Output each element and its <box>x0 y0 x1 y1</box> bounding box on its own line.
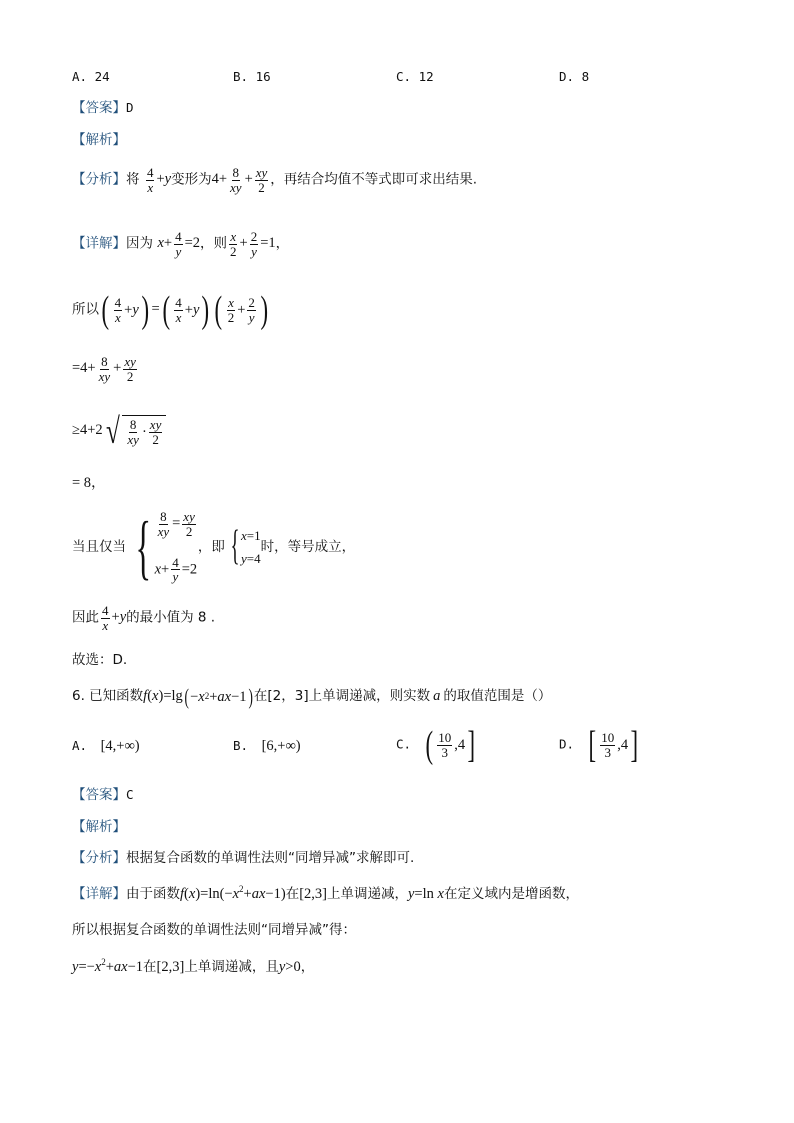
formula-product: ( $\frac{4}{x}$ + y ) = ( $\frac{4}{x}$ + y ) ( $\frac{x}{2}$ + $\frac{2}{y}$ ) <box>101 289 269 331</box>
formula-system: { $\frac{8}{xy}$ = $\frac{xy}{2}$ x+ $\frac{4}{y}$ =2 <box>135 506 198 587</box>
fenxi-line <box>72 166 477 194</box>
q6-fenxi-text: 根据复合函数的单调性法则“同增异减”求解即可. <box>126 850 415 866</box>
q6-option-a <box>72 738 140 755</box>
q6-option-a-value: [4,+∞) <box>100 738 140 754</box>
q6-fenxi-tag: 【分析】 <box>72 850 126 866</box>
formula-normalized: $\frac{x}{2}$ + $\frac{2}{y}$ =1 <box>230 229 276 259</box>
q6-line3: $y=-x^2+ax-1$在[2,3]上单调递减，且y>0， <box>72 957 315 975</box>
guxuan-line <box>72 653 127 668</box>
formula-y-positive: y>0 <box>278 958 301 975</box>
formula-condition: x+ $\frac{4}{y}$ =2 <box>157 229 201 259</box>
step-expand <box>72 355 139 383</box>
step-equals-8 <box>72 476 106 491</box>
option-b: B. 16 <box>233 69 271 84</box>
q6-option-c-label: C. <box>396 736 412 752</box>
xiangjie-tag: 【详解】 <box>72 235 126 252</box>
zuixiao-text: 的最小值为 8 . <box>126 609 216 626</box>
fenxi-post: ，再结合均值不等式即可求出结果. <box>270 171 478 188</box>
dangqie-label: 当且仅当 <box>72 539 126 555</box>
answer-value: D <box>126 100 134 115</box>
yinci-label: 因此 <box>72 609 99 626</box>
q6-answer-tag: 【答案】 <box>72 787 126 803</box>
conclusion-line <box>72 604 215 632</box>
shi-label: 时，等号成立， <box>260 539 356 555</box>
q6-answer-line <box>72 788 134 803</box>
q6-line2-text: 所以根据复合函数的单调性法则“同增异减”得： <box>72 922 356 938</box>
xiangjie-pre: 因为 <box>126 235 153 252</box>
formula-solution: { x=1 y=4 <box>230 523 261 570</box>
suoyi-line <box>72 289 271 331</box>
q6-xiangjie-tag: 【详解】 <box>72 885 126 902</box>
q6-option-b <box>233 738 301 755</box>
q6-xiangjie-line: 【详解】由于函数$f(x)=\ln(-x^2+ax-1)$在[2,3]上单调递减，y=ln x在定义域内是增函数， <box>72 884 579 902</box>
q6-analysis-heading <box>72 820 126 835</box>
guxuan-text: 故选：D. <box>72 652 128 668</box>
equals-8: = 8， <box>72 475 106 491</box>
answer-tag: 【答案】 <box>72 100 126 116</box>
q6-analysis-tag: 【解析】 <box>72 819 126 835</box>
formula-q6-quadratic: $y=-x^2+ax-1$ <box>72 957 144 975</box>
fenxi-tag: 【分析】 <box>72 171 126 188</box>
xiangjie-line <box>72 230 289 258</box>
xiangjie-mid: ，则 <box>200 235 228 252</box>
formula-q6-function: f(x)=lg ( − x 2 + ax −1 ) <box>143 684 253 709</box>
option-c: C. 12 <box>396 69 434 84</box>
q6-line2 <box>72 923 356 938</box>
option-d: D. 8 <box>559 69 590 84</box>
q6-option-d <box>559 724 641 766</box>
q6-fenxi-line <box>72 851 414 866</box>
q6-option-b-value: [6,+∞) <box>261 738 301 754</box>
q6-line3-post: ， <box>300 958 315 975</box>
formula-4x-y: $\frac{4}{x}$ +y <box>102 603 127 633</box>
q6-xiangjie-pre: 由于函数 <box>126 885 180 902</box>
q6-line3-mid: 上单调递减，且 <box>184 958 279 975</box>
option-a: A. 24 <box>72 69 110 84</box>
q6-option-c <box>396 724 478 766</box>
analysis-tag: 【解析】 <box>72 132 126 148</box>
q6-option-b-label: B. <box>233 738 249 753</box>
formula-expand: =4+ $\frac{8}{xy}$ + $\frac{xy}{2}$ <box>72 354 136 384</box>
q6-stem-post: 的取值范围是（） <box>443 688 552 705</box>
formula-q6-ln: $f(x)=\ln(-x^2+ax-1)$ <box>180 884 286 902</box>
formula-4x-plus-y: $\frac{4}{x}$ +y <box>146 165 172 195</box>
analysis-heading <box>72 133 126 148</box>
fenxi-mid: 变形为 <box>171 171 212 188</box>
formula-4-8xy-xy2: 4+ $\frac{8}{xy}$ + $\frac{xy}{2}$ <box>211 165 268 195</box>
q6-xiangjie-mid: 上单调递减， <box>326 885 408 902</box>
suoyi-label: 所以 <box>72 301 99 318</box>
step-inequality <box>72 413 166 449</box>
answer-line <box>72 101 134 116</box>
ji-label: ，即 <box>197 539 225 555</box>
q6-option-c-value: ( $\frac{10}{3}$ ,4 ] <box>425 724 476 766</box>
q6-option-d-label: D. <box>559 736 575 752</box>
q6-stem-mid: 在[2，3]上单调递减，则实数 <box>253 688 431 705</box>
q6-option-d-value: [ $\frac{10}{3}$ ,4 ] <box>588 724 639 766</box>
q6-var-a: a <box>433 688 441 705</box>
q6-stem <box>72 684 552 709</box>
formula-y-ln-x: y=ln x <box>407 885 444 902</box>
q6-xiangjie-post: 在定义域内是增函数， <box>443 885 579 902</box>
q6-option-a-label: A. <box>72 738 88 753</box>
xiangjie-post: ， <box>275 235 290 252</box>
equality-condition-line <box>72 506 356 587</box>
q6-stem-pre: 6. 已知函数 <box>72 688 144 705</box>
formula-inequality: ≥4+2 √ $\frac{8}{xy}$ · $\frac{xy}{2}$ <box>72 422 166 438</box>
fenxi-pre: 将 <box>126 171 140 188</box>
q6-answer-value: C <box>126 787 134 802</box>
